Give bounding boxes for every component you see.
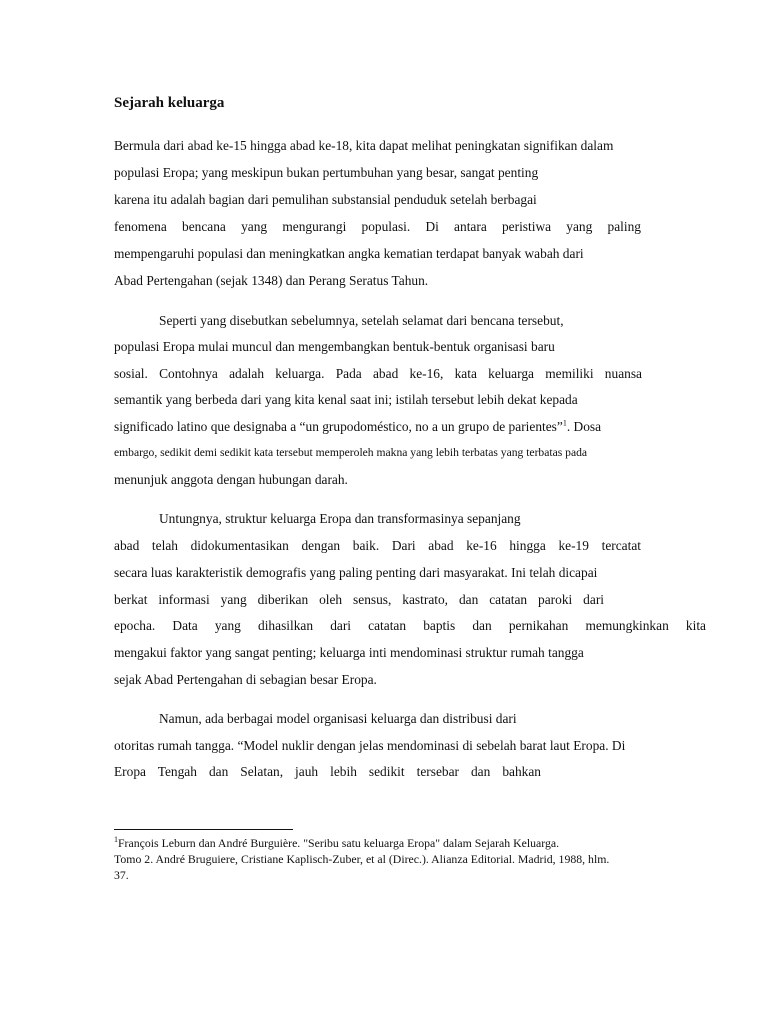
paragraph-line: fenomena bencana yang mengurangi populasi. Di antara peristiwa yang paling [114,219,641,234]
paragraph-line: karena itu adalah bagian dari pemulihan substansial penduduk setelah berbagai [114,192,537,207]
footnote-separator [114,829,293,830]
paragraph-line: Namun, ada berbagai model organisasi keluarga dan distribusi dari [159,711,517,726]
line-text: significado latino que designaba a “un grupodoméstico, no a un grupo de parientes” [114,419,563,434]
page-title: Sejarah keluarga [114,95,225,111]
paragraph-line: berkat informasi yang diberikan oleh sensus, kastrato, dan catatan paroki dari [114,592,604,607]
paragraph-line: secara luas karakteristik demografis yang paling penting dari masyarakat. Ini telah dicapai [114,565,598,580]
footnote-reference: 1 [562,418,567,428]
paragraph-line: otoritas rumah tangga. “Model nuklir dengan jelas mendominasi di sebelah barat laut Eropa. Di [114,738,626,753]
paragraph-line: menunjuk anggota dengan hubungan darah. [114,472,348,487]
paragraph-line: Bermula dari abad ke-15 hingga abad ke-18, kita dapat melihat peningkatan signifikan dalam [114,138,614,153]
paragraph-line: sejak Abad Pertengahan di sebagian besar Eropa. [114,672,377,687]
paragraph-line: epocha. Data yang dihasilkan dari catatan baptis dan pernikahan memungkinkan kita [114,618,706,633]
paragraph-line: mempengaruhi populasi dan meningkatkan angka kematian terdapat banyak wabah dari [114,246,584,261]
paragraph-line: embargo, sedikit demi sedikit kata tersebut memperoleh makna yang lebih terbatas yang terbatas pada [114,446,588,459]
paragraph-line: semantik yang berbeda dari yang kita kenal saat ini; istilah tersebut lebih dekat kepada [114,392,578,407]
paragraph-line: Eropa Tengah dan Selatan, jauh lebih sedikit tersebar dan bahkan [114,764,541,779]
line-text: . Dosa [566,419,602,434]
paragraph-line [114,418,601,436]
footnote-line: 37. [114,868,129,882]
footnote-line [114,836,559,851]
footnote-line: Tomo 2. André Bruguiere, Cristiane Kaplisch-Zuber, et al (Direc.). Alianza Editorial. Madrid, 1988, hlm. [114,852,610,866]
paragraph-line: populasi Eropa; yang meskipun bukan pertumbuhan yang besar, sangat penting [114,165,539,180]
paragraph-line: Untungnya, struktur keluarga Eropa dan transformasinya sepanjang [159,511,521,526]
paragraph-line: Abad Pertengahan (sejak 1348) dan Perang Seratus Tahun. [114,273,429,288]
paragraph-line: mengakui faktor yang sangat penting; keluarga inti mendominasi struktur rumah tangga [114,645,584,660]
paragraph-line: Seperti yang disebutkan sebelumnya, setelah selamat dari bencana tersebut, [159,313,564,328]
paragraph-line: sosial. Contohnya adalah keluarga. Pada abad ke-16, kata keluarga memiliki nuansa [114,366,642,381]
paragraph-line: abad telah didokumentasikan dengan baik. Dari abad ke-16 hingga ke-19 tercatat [114,538,641,553]
footnote-marker: 1 [114,835,118,845]
footnote-text: François Leburn dan André Burguière. "Seribu satu keluarga Eropa" dalam Sejarah Keluarga. [118,836,560,850]
paragraph-line: populasi Eropa mulai muncul dan mengembangkan bentuk-bentuk organisasi baru [114,339,555,354]
